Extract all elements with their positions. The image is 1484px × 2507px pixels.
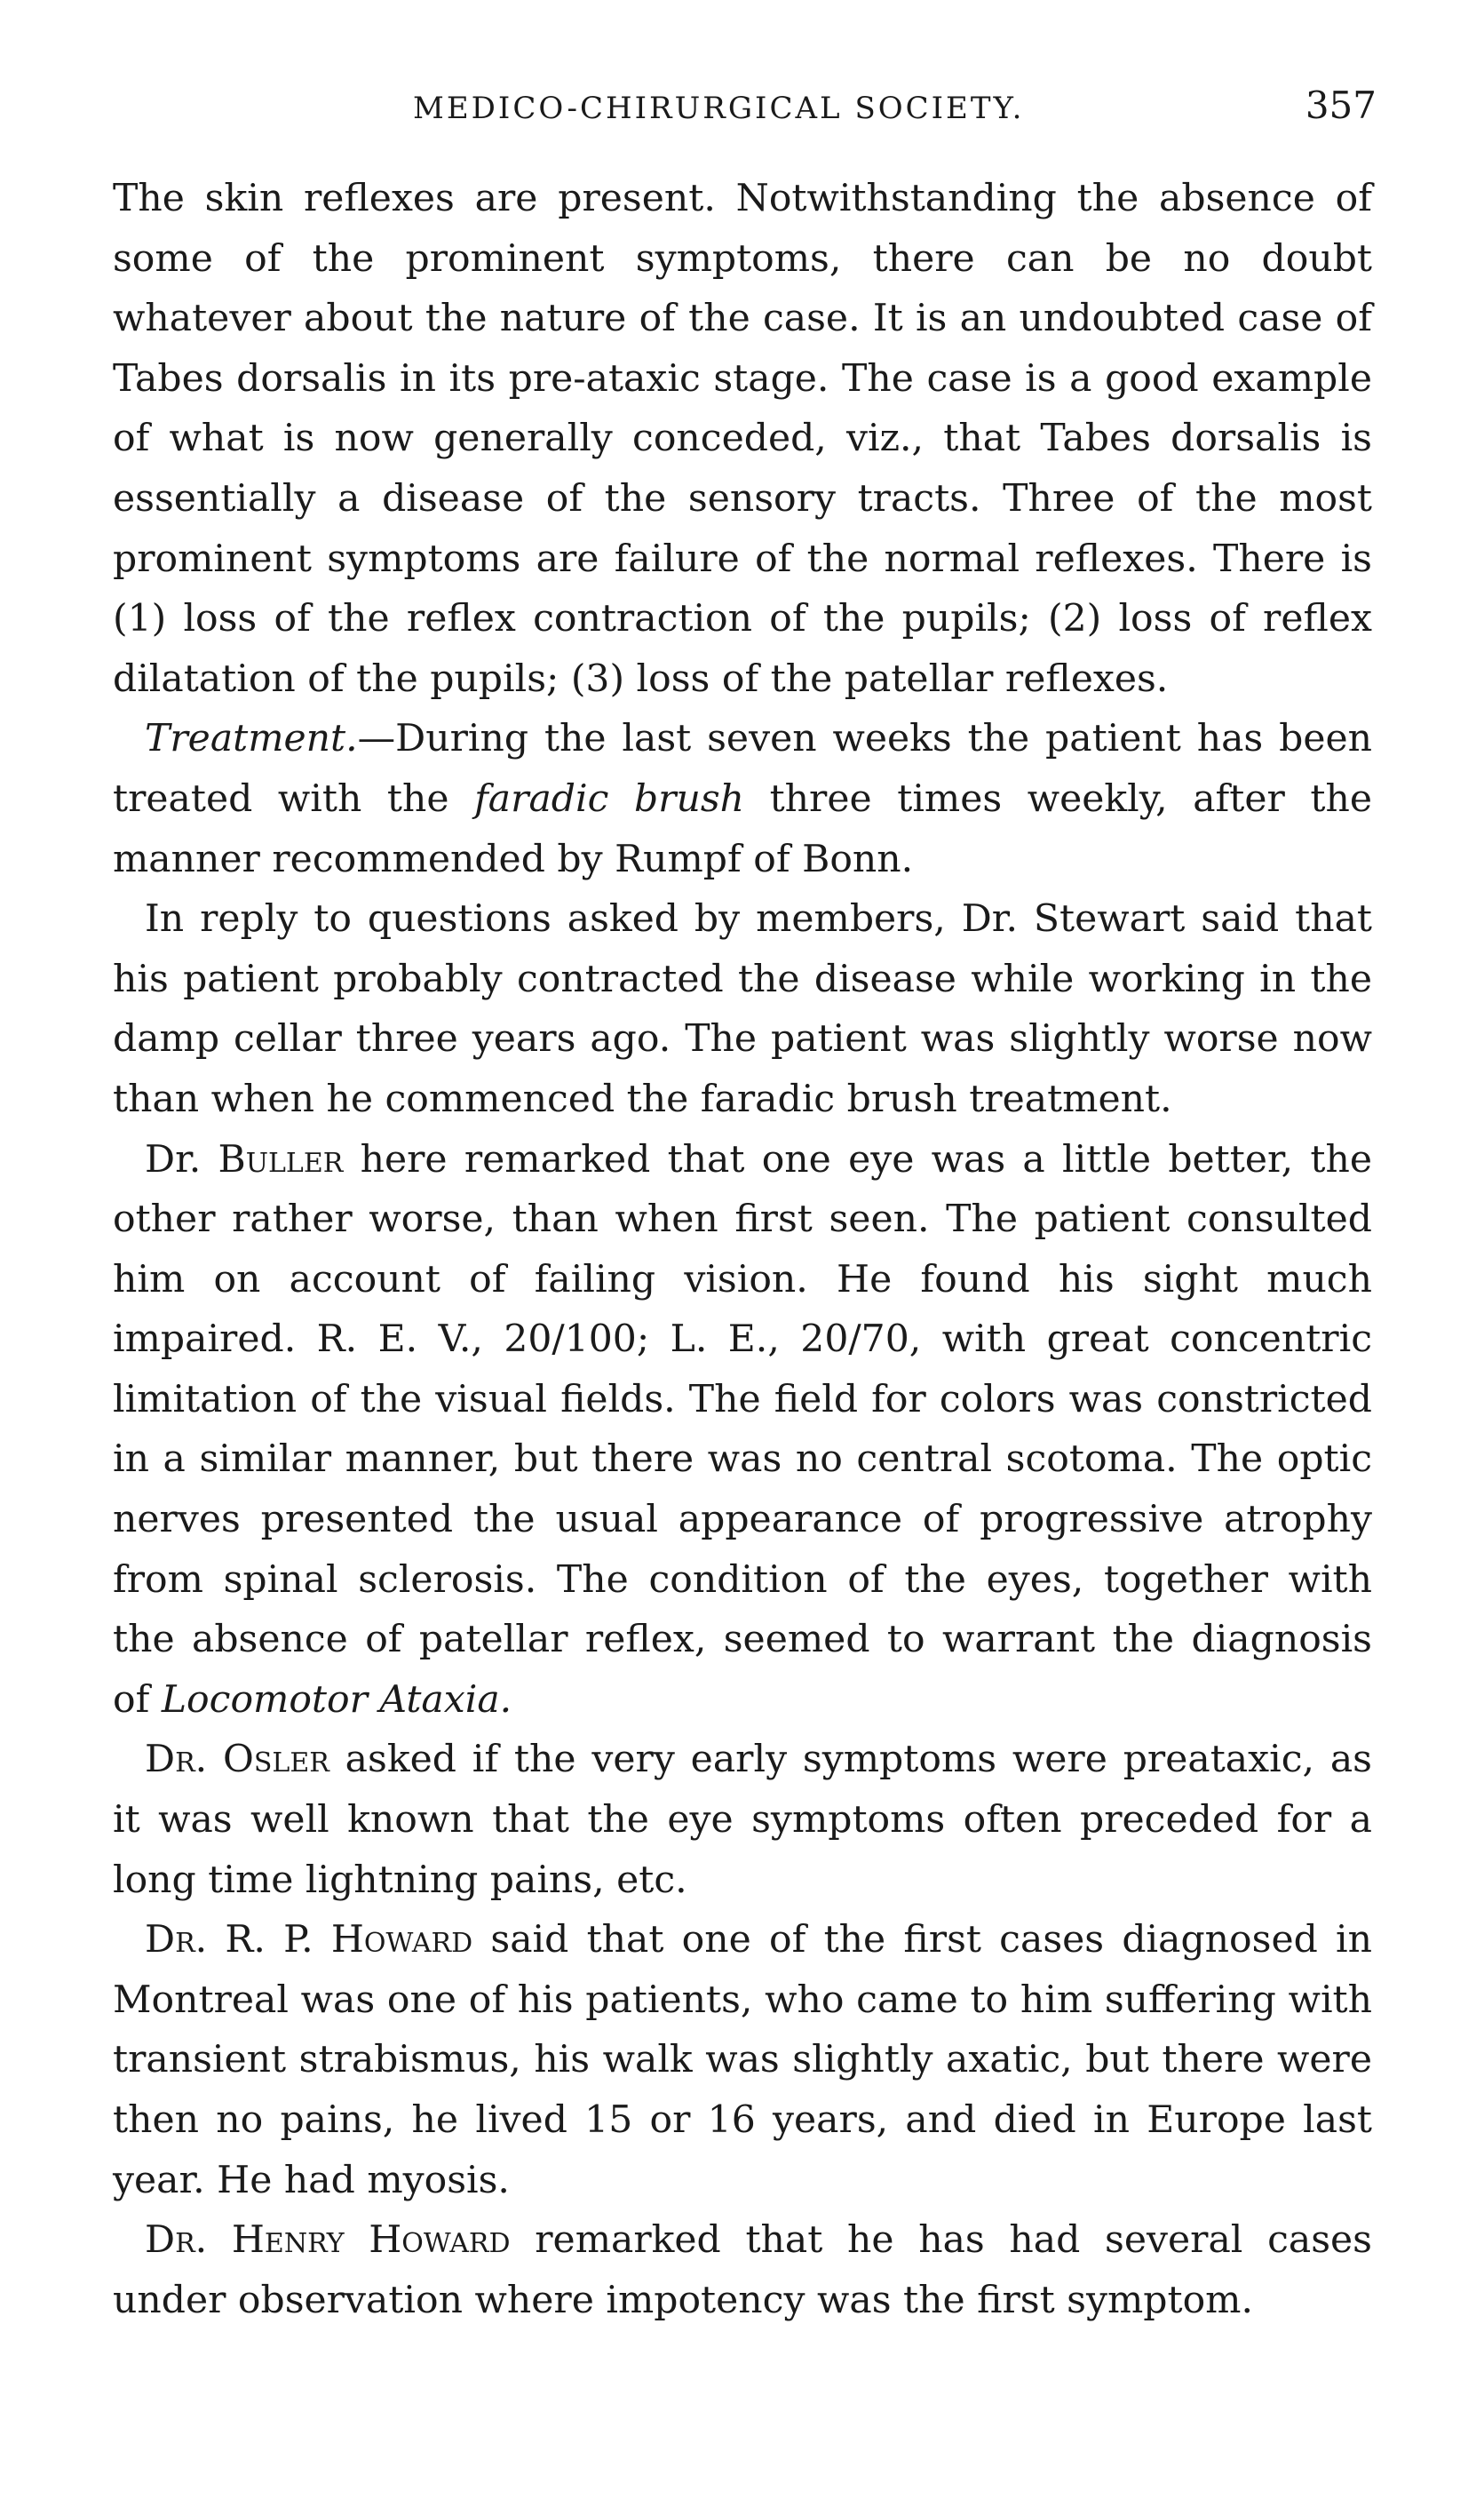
paragraph-buller <box>113 1130 1372 1731</box>
osler-text: asked if the very early symptoms were preataxic, as it was well known that the eye symptoms often preceded for a long time lightning pains, etc. <box>113 1738 1372 1902</box>
osler-name: Dr. Osler <box>145 1738 329 1782</box>
paragraph-tabes-summary: The skin reflexes are present. Notwithstanding the absence of some of the prominent symptoms, there can be no doubt whatever about the nature of the case. It is an undoubted case of Tabes dorsalis in its pre-ataxic stage. The case is a good example of what is now generally conceded, viz., that Tabes dorsalis is essentially a disease of the sensory tracts. Three of the most prominent symptoms are failure of the normal reflexes. There is (1) loss of the reflex contraction of the pupils; (2) loss of reflex dilatation of the pupils; (3) loss of the patellar reflexes. <box>113 177 1372 701</box>
buller-name: Buller <box>218 1137 344 1182</box>
running-head: MEDICO-CHIRURGICAL SOCIETY. <box>413 91 1025 126</box>
page-number: 357 <box>1305 84 1377 127</box>
treatment-emphasis: faradic brush <box>474 776 745 821</box>
body-text <box>113 169 1372 2330</box>
paragraph-stewart-reply: In reply to questions asked by members, Dr. Stewart said that his patient probably contracted the disease while working in the damp cellar three years ago. The patient was slightly worse now than when he commenced the faradic brush treatment. <box>113 897 1372 1121</box>
treatment-text-a: —During the last seven weeks the patient has been treated with the <box>113 717 1372 821</box>
treatment-text-b: three times weekly, after the manner recommended by Rumpf of Bonn. <box>113 776 1372 881</box>
page-header <box>107 82 1377 135</box>
treatment-heading: Treatment. <box>145 717 358 761</box>
rp-howard-name: Dr. R. P. Howard <box>145 1918 473 1962</box>
paragraph-rp-howard <box>113 1910 1372 2210</box>
paragraph-treatment <box>113 709 1372 889</box>
henry-howard-text: remarked that he has had several cases under observation where impotency was the first symptom. <box>113 2218 1372 2322</box>
henry-howard-name: Dr. Henry Howard <box>145 2218 511 2263</box>
paragraph-osler <box>113 1730 1372 1910</box>
rp-howard-text: said that one of the first cases diagnosed in Montreal was one of his patients, who came to him suffering with transient strabismus, his walk was slightly axatic, but there were then no pains, he lived 15 or 16 years, and died in Europe last year. He had myosis. <box>113 1918 1372 2202</box>
buller-diagnosis: Locomotor Ataxia. <box>161 1677 512 1722</box>
paragraph-henry-howard <box>113 2210 1372 2330</box>
buller-title: Dr. <box>145 1137 202 1182</box>
buller-text: here remarked that one eye was a little better, the other rather worse, than when first seen. The patient consulted him on account of failing vision. He found his sight much impaired. R. E. V., 20/100; L. E., 20/70, with great concentric limitation of the visual fields. The field for colors was constricted in a similar manner, but there was no central scotoma. The optic nerves presented the usual appearance of progressive atrophy from spinal sclerosis. The condition of the eyes, together with the absence of patellar reflex, seemed to warrant the diagnosis of <box>113 1137 1372 1722</box>
